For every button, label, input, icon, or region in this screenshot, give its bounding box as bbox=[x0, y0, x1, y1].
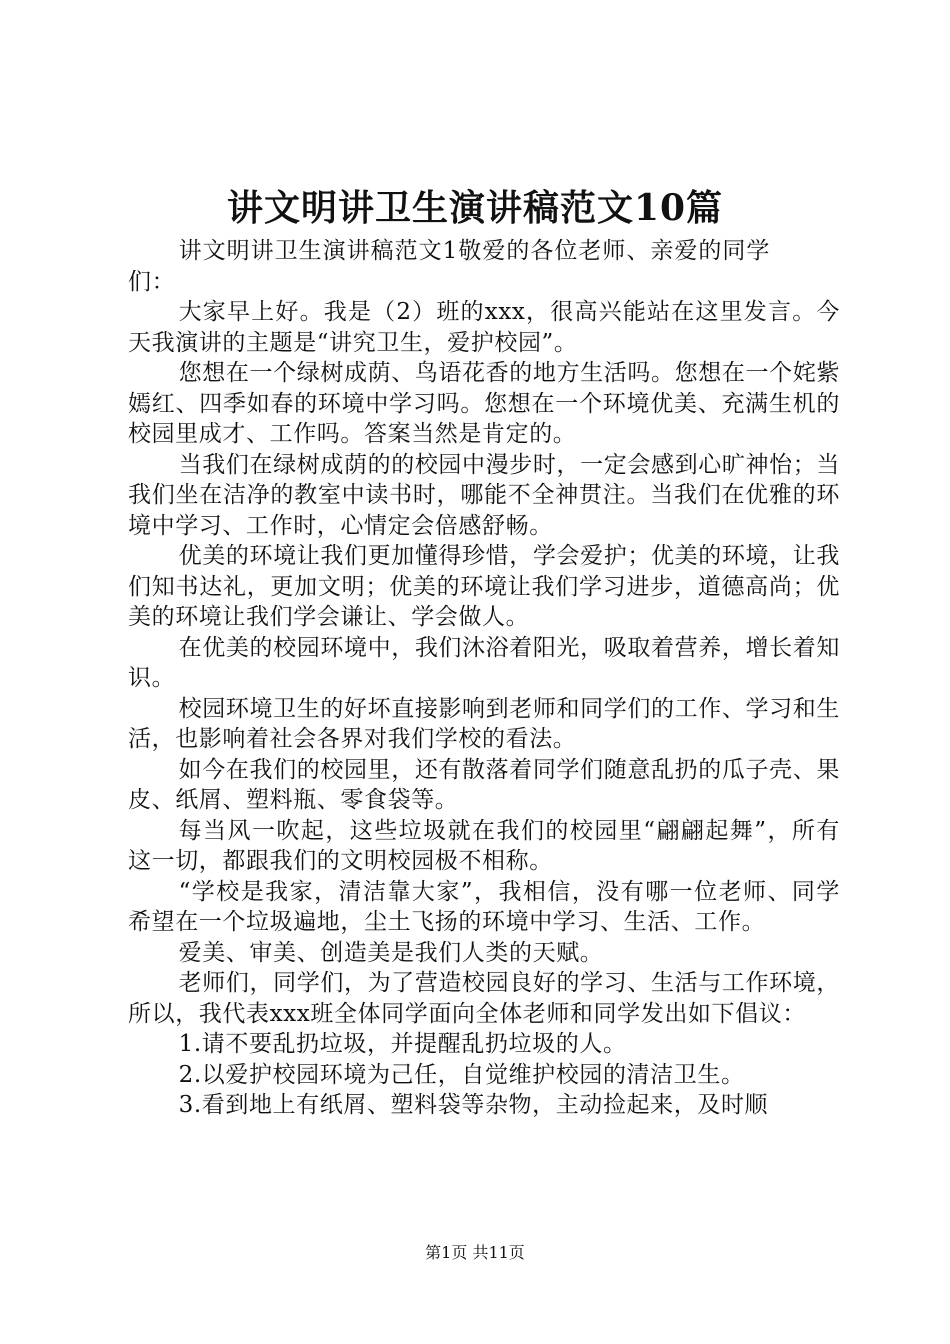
paragraph: 爱美、审美、创造美是我们人类的天赋。 bbox=[178, 939, 604, 966]
paragraph: 当我们在绿树成荫的的校园中漫步时，一定会感到心旷神怡；当我们坐在洁净的教室中读书时，哪能不全神贯注。当我们在优雅的环境中学习、工作时，心情定会倍感舒畅。 bbox=[128, 451, 840, 539]
paragraph: 每当风一吹起，这些垃圾就在我们的校园里“翩翩起舞”，所有这一切，都跟我们的文明校园极不相称。 bbox=[128, 817, 840, 874]
paragraph: 讲文明讲卫生演讲稿范文1敬爱的各位老师、亲爱的同学们： bbox=[128, 238, 770, 295]
document-body bbox=[128, 236, 840, 1121]
paragraph: “学校是我家，清洁靠大家”，我相信，没有哪一位老师、同学希望在一个垃圾遍地，尘土飞扬的环境中学习、生活、工作。 bbox=[128, 878, 840, 935]
list-item: 1.请不要乱扔垃圾，并提醒乱扔垃圾的人。 bbox=[178, 1031, 627, 1057]
paragraph: 优美的环境让我们更加懂得珍惜，学会爱护；优美的环境，让我们知书达礼，更加文明；优美的环境让我们学习进步，道德高尚；优美的环境让我们学会谦让、学会做人。 bbox=[128, 543, 840, 630]
page-number-footer: 第1页 共11页 bbox=[425, 1243, 525, 1262]
paragraph: 您想在一个绿树成荫、鸟语花香的地方生活吗。您想在一个姹紫嫣红、四季如春的环境中学习吗。您想在一个环境优美、充满生机的校园里成才、工作吗。答案当然是肯定的。 bbox=[128, 360, 840, 447]
paragraph: 如今在我们的校园里，还有散落着同学们随意乱扔的瓜子壳、果皮、纸屑、塑料瓶、零食袋等。 bbox=[128, 756, 840, 813]
paragraph: 大家早上好。我是（2）班的xxx，很高兴能站在这里发言。今天我演讲的主题是“讲究卫生，爱护校园”。 bbox=[128, 299, 840, 356]
list-item: 2.以爱护校园环境为己任，自觉维护校园的清洁卫生。 bbox=[178, 1061, 745, 1088]
paragraph: 校园环境卫生的好坏直接影响到老师和同学们的工作、学习和生活，也影响着社会各界对我们学校的看法。 bbox=[128, 695, 840, 752]
document-title: 讲文明讲卫生演讲稿范文10篇 bbox=[226, 187, 724, 229]
paragraph: 老师们，同学们，为了营造校园良好的学习、生活与工作环境，所以，我代表xxx班全体同学面向全体老师和同学发出如下倡议： bbox=[128, 970, 840, 1027]
paragraph: 在优美的校园环境中，我们沐浴着阳光，吸取着营养，增长着知识。 bbox=[128, 634, 840, 691]
list-item: 3.看到地上有纸屑、塑料袋等杂物，主动捡起来，及时顺 bbox=[178, 1092, 769, 1118]
